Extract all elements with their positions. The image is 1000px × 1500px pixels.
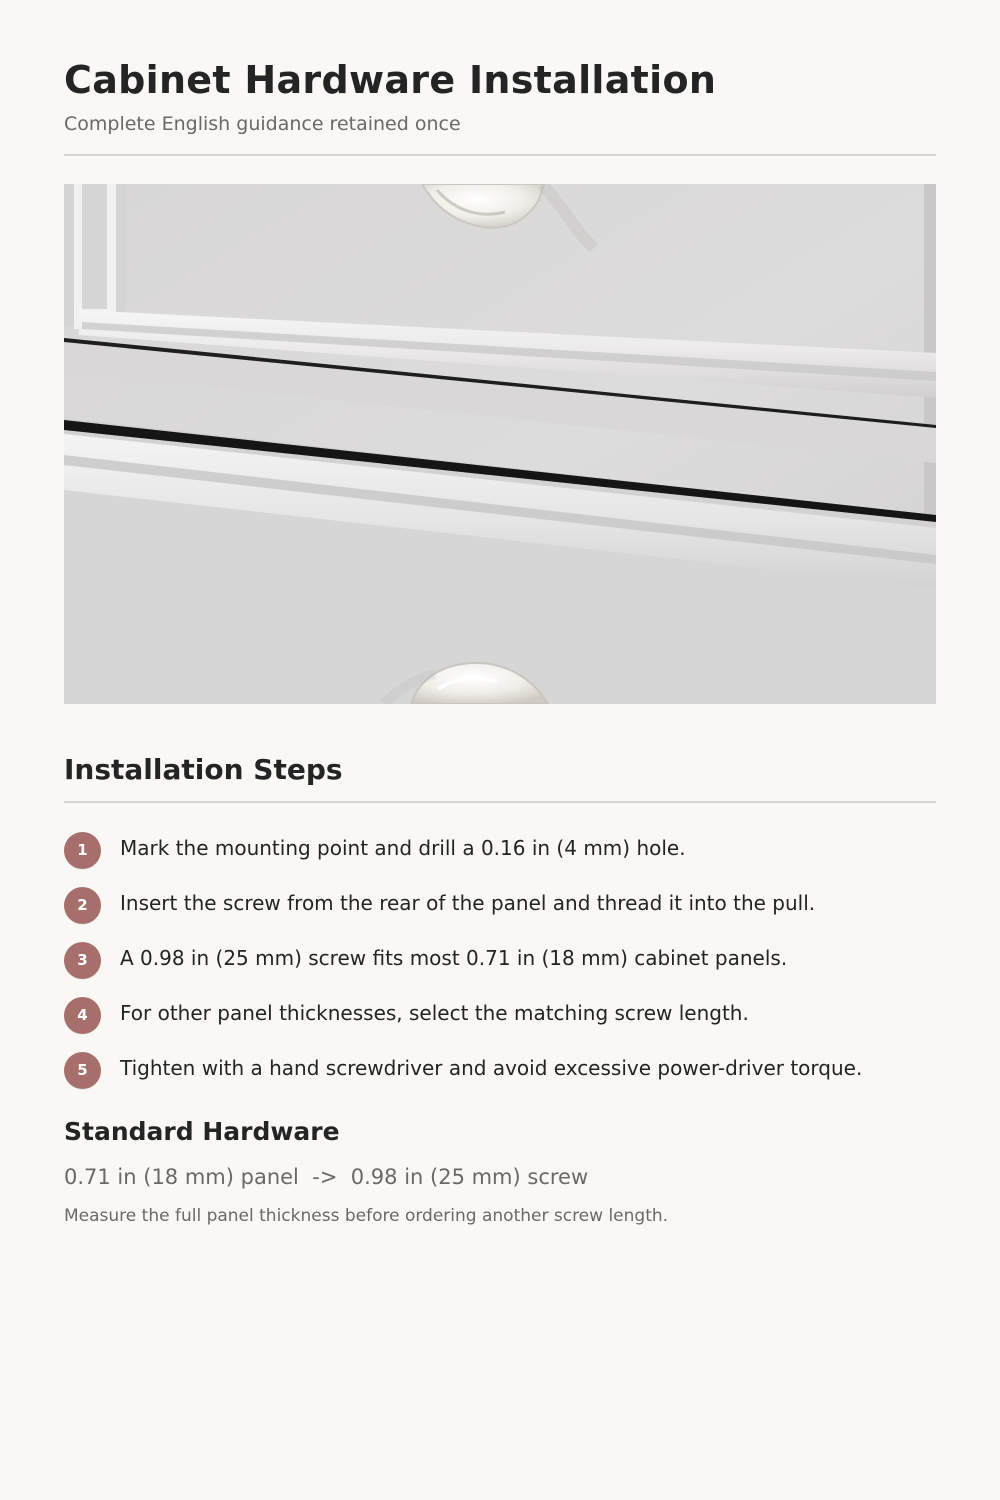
step-text: A 0.98 in (25 mm) screw fits most 0.71 in (18 mm) cabinet panels.	[120, 946, 788, 970]
hardware-measurement-note: Measure the full panel thickness before ordering another screw length.	[64, 1206, 669, 1226]
step-number-badge: 5	[64, 1052, 101, 1089]
step-text: Insert the screw from the rear of the panel and thread it into the pull.	[120, 891, 816, 915]
step-text: For other panel thicknesses, select the matching screw length.	[120, 1001, 749, 1025]
steps-divider	[64, 801, 936, 803]
step-number-badge: 4	[64, 997, 101, 1034]
standard-hardware-spec: 0.71 in (18 mm) panel -> 0.98 in (25 mm) screw	[64, 1165, 589, 1189]
step-text: Tighten with a hand screwdriver and avoid excessive power-driver torque.	[120, 1056, 863, 1080]
page-title: Cabinet Hardware Installation	[64, 58, 717, 102]
cabinet-illustration	[64, 184, 936, 704]
installation-step	[64, 1051, 936, 1106]
installation-steps-heading: Installation Steps	[64, 753, 343, 786]
left-trim-recess	[82, 184, 107, 309]
cabinet-drawers-image	[64, 184, 936, 704]
step-number-badge: 3	[64, 942, 101, 979]
installation-step	[64, 996, 936, 1051]
installation-step	[64, 886, 936, 941]
installation-step	[64, 941, 936, 996]
step-number-badge: 1	[64, 832, 101, 869]
header-divider	[64, 154, 936, 156]
step-text: Mark the mounting point and drill a 0.16 in (4 mm) hole.	[120, 836, 686, 860]
installation-step	[64, 831, 936, 886]
page-subtitle: Complete English guidance retained once	[64, 113, 461, 135]
standard-hardware-heading: Standard Hardware	[64, 1117, 340, 1146]
step-number-badge: 2	[64, 887, 101, 924]
installation-steps-list	[64, 831, 936, 1106]
